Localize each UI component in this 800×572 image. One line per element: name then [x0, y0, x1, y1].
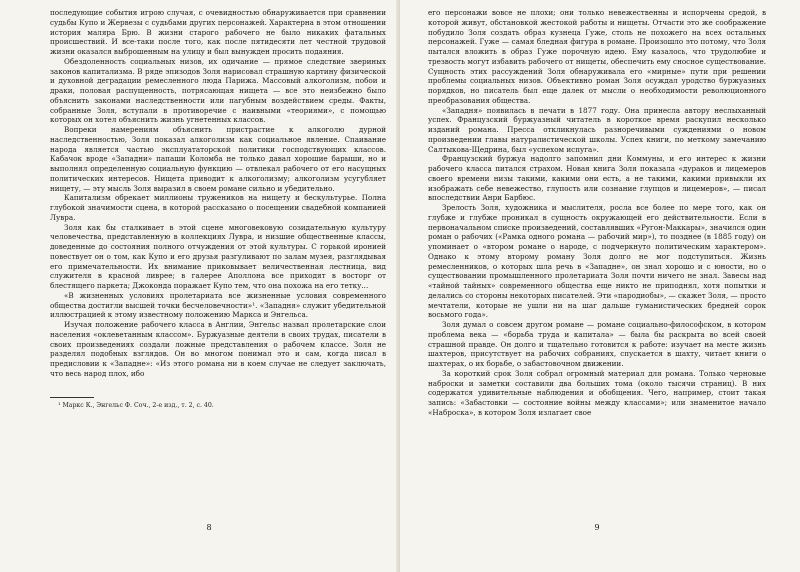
- paragraph: «Западня» появилась в печати в 1877 году. Она принесла автору неслыханный успех. Французский буржуазный читатель в короткое время раскупил несколько изданий романа. Пресса откликнулась разноречивыми суждениями о новом произведении главы натуралистической школы. Успех книги, по меткому замечанию Салтыкова-Щедрина, был «успехом испуга».: [428, 105, 766, 154]
- page-number-left: 8: [206, 523, 212, 532]
- paragraph: Золя как бы сталкивает в этой сцене многовековую созидательную культуру человечества, представленную в коллекциях Лувра, и низшие общественные классы, доведенные до состояния полного отчуждения от этой культуры. С горькой иронией повествует он о том, как Купо и его друзья разгуливают по залам музея, разглядывая его примечательности. Их внимание приковывает величественная лестница, вид служителя в красной ливрее; в галерее Аполлона все приходят в восторг от блестящего паркета; Джоконда поражает Купо тем, что она похожа на его тетку...: [50, 222, 386, 290]
- paragraph: Изучая положение рабочего класса в Англии, Энгельс назвал пролетарские слои населения «оклеветанным классом». Буржуазные деятели в своих трудах, писатели в своих произведениях создали ложные представления о рабочем классе. Золя не разделял подобных взглядов. Он во многом понимал это и сам, когда писал в предисловии к «Западне»: «Из этого романа ни в коем случае не следует заключать, что весь народ плох, ибо: [50, 320, 386, 378]
- paragraph: Французский буржуа надолго запомнил дни Коммуны, и его интерес к жизни рабочего класса питался страхом. Новая книга Золя показала «дураков и лицемеров своего времени низы такими, какими они есть, а не такими, какими привыкли их изображать себе невежество, глупость или сознание глупцов и лицемеров», — писал впоследствии Анри Барбюс.: [428, 154, 766, 203]
- paragraph: «В жизненных условиях пролетариата все жизненные условия современного общества достигли высшей точки бесчеловечности»¹. «Западня» служит убедительной иллюстрацией к этому известному положению Маркса и Энгельса.: [50, 290, 386, 320]
- paragraph: Золя думал о совсем другом романе — романе социально-философском, в котором проблема века — «борьба труда и капитала» — была бы раскрыта во всей своей страшной правде. Он долго и тщательно готовится к работе: изучает на месте жизнь шахтеров, присутствует на рабочих собраниях, спускается в шахту, читает книги о шахтерах, о их борьбе, о забастовочном движении.: [428, 320, 766, 368]
- paragraph: За короткий срок Золя собрал огромный материал для романа. Только черновые наброски и заметки составили два больших тома (около тысячи страниц). В них содержатся удивительные наблюдения и обобщения. Чего, например, стоит такая запись: «Забастовки — состояние войны между классами»; или знаменитое начало «Наброска», в котором Золя излагает свое: [428, 368, 766, 417]
- paragraph: Зрелость Золя, художника и мыслителя, росла все более по мере того, как он глубже и глубже проникал в сущность окружающей его действительности. Если в первоначальном списке произведений, составлявших «Ругон-Маккары», значился один роман о рабочих («Рамка одного романа — рабочий мир»), то позднее (в 1885 году) он упоминает о «втором романе о народе, с подчеркнуто политическим характером». Однако к этому второму роману Золя долго не мог подступиться. Жизнь ремесленников, о которых шла речь в «Западне», он знал хорошо и с юности, но о существовании промышленного пролетариата Золя почти ничего не знал. Завесы над «тайной тайных» современного общества еще никто не приподнял, хотя попытки и делались со стороны некоторых писателей. Эти «пародиобы», — скажет Золя, — просто мечтатели, которые не ушли ни на шаг дальше гуманистических бредней сорок восьмого года».: [428, 203, 766, 320]
- left-page-text: [50, 8, 386, 379]
- page-number-right: 9: [594, 523, 600, 532]
- paragraph: последующие события игрою случая, с очевидностью обнаруживается при сравнении судьбы Купо и Жервезы с судьбами других персонажей. Характерна в этом отношении история маляра Брю. В жизни старого рабочего не было никаких фатальных происшествий. И все-таки после того, как после пятидесяти лет честной трудовой жизни оказался выброшенным на улицу и был вынужден просить подаяния.: [50, 8, 386, 56]
- paragraph: его персонажи вовсе не плохи; они только невежественны и испорчены средой, в которой живут, обстановкой жестокой работы и нищеты. Отчасти это же соображение побудило Золя создать образ кузнеца Гуже, столь не похожего на всех остальных персонажей. Гуже — самая бледная фигура в романе. Произошло это потому, что Золя пытался вложить в образ Гуже порочную идею. Ему казалось, что трудолюбие и трезвость могут избавить рабочего от нищеты, обеспечить ему сносное существование. Сущность этих рассуждений Золя обнаруживала его «мирные» пути при решении проблемы социальных низов. Объективно роман Золя осуждал уродство буржуазных порядков, но писатель был еще далек от мысли о необходимости революционного преобразования общества.: [428, 8, 766, 105]
- right-page-text: [428, 8, 766, 418]
- paragraph: Вопреки намерениям объяснить пристрастие к алкоголю дурной наследственностью, Золя показал алкоголизм как социальное явление. Спаивание народа является частью эксплуататорской политики господствующих классов. Кабачок вроде «Западни» папаши Коломба не только давал хорошие барыши, но и выполнял определенную социальную функцию — отвлекал рабочего от его насущных политических интересов. Нищета приводит к алкоголизму; алкоголизм усугубляет нищету, — эту мысль Золя выразил в своем романе сильно и убедительно.: [50, 125, 386, 193]
- footnote-rule: [50, 397, 94, 398]
- paragraph: Обездоленность социальных низов, их одичание — прямое следствие звериных законов капитализма. В ряде эпизодов Золя нарисовал страшную картину физической и духовной деградации ремесленного люда Парижа. Массовый алкоголизм, побои и драки, половая распущенность, потрясающая нищета — все это неизбежно было объяснить законами наследственности или пагубным воздействием среды. Факты, собранные Золя, вступали в противоречие с наивными «теориями», с помощью которых он хотел объяснить жизнь угнетенных классов.: [50, 56, 386, 125]
- right-page: [400, 0, 800, 572]
- paragraph: Капитализм обрекает миллионы тружеников на нищету и бескультурье. Полна глубокой значимости сцена, в которой рассказано о посещении свадебной компанией Лувра.: [50, 193, 386, 222]
- footnote: ¹ Маркс К., Энгельс Ф. Соч., 2-е изд., т. 2, с. 40.: [58, 401, 214, 409]
